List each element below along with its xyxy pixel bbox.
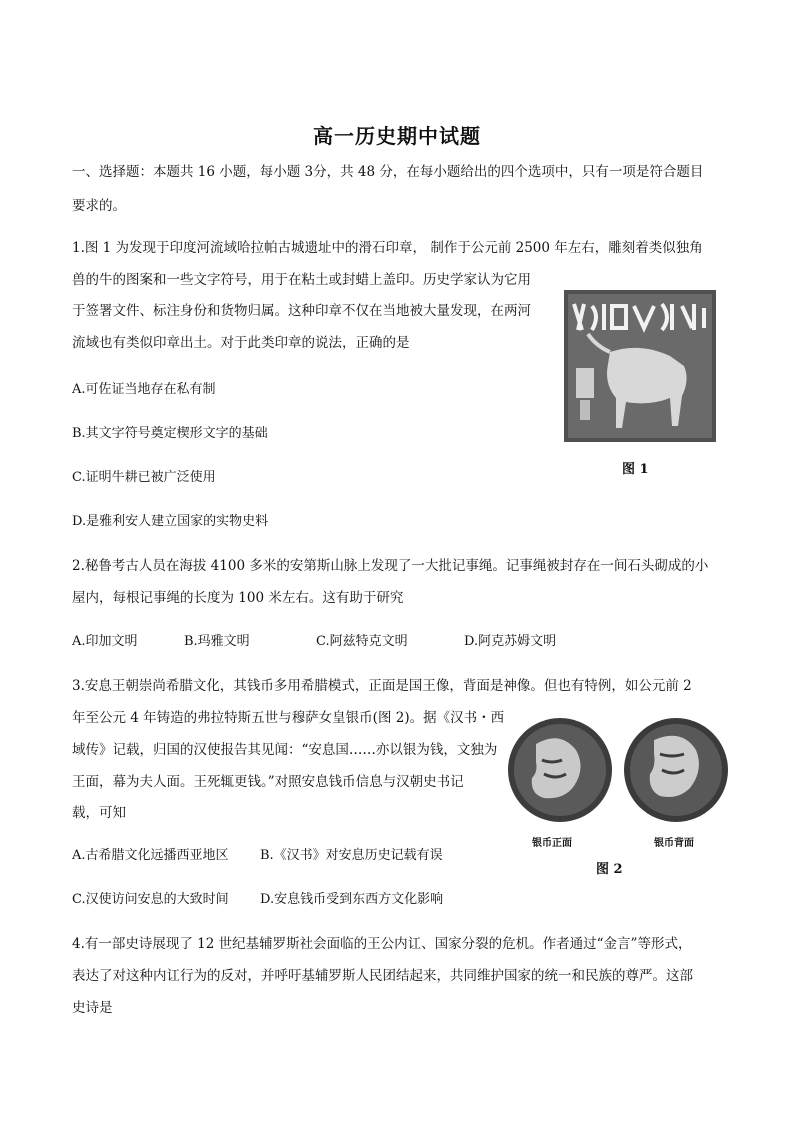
q2-option-d: D.阿克苏姆文明 xyxy=(464,634,557,649)
coin-back-label: 银币背面 xyxy=(654,838,694,849)
q4-line-3: 史诗是 xyxy=(72,1000,113,1016)
q1-option-a: A.可佐证当地存在私有制 xyxy=(72,382,216,397)
q3-option-a: A.古希腊文化远播西亚地区 xyxy=(72,848,229,863)
q2-option-c: C.阿兹特克文明 xyxy=(316,634,408,649)
q1-option-d: D.是雅利安人建立国家的实物史料 xyxy=(72,514,269,529)
q1-line-4: 流域也有类似印章出土。对于此类印章的说法，正确的是 xyxy=(72,335,410,351)
q3-line-4: 王面，幕为夫人面。王死辄更钱。”对照安息钱币信息与汉朝史书记 xyxy=(72,774,464,790)
figure-2-coins-image xyxy=(502,714,734,854)
figure-1-caption: 图 1 xyxy=(622,462,649,477)
page-title: 高一历史期中试题 xyxy=(313,124,481,148)
q3-line-3: 域传》记载，归国的汉使报告其见闻：“安息国……亦以银为钱，文独为 xyxy=(72,742,498,758)
q3-option-b: B.《汉书》对安息历史记载有误 xyxy=(260,848,443,863)
q4-line-2: 表达了对这种内讧行为的反对，并呼吁基辅罗斯人民团结起来，共同维护国家的统一和民族的尊严。这部 xyxy=(72,968,693,984)
q4-line-1: 4.有一部史诗展现了 12 世纪基辅罗斯社会面临的王公内讧、国家分裂的危机。作者通过“金言”等形式， xyxy=(72,936,692,952)
q3-option-d: D.安息钱币受到东西方文化影响 xyxy=(260,892,444,907)
q1-line-3: 于签署文件、标注身份和货物归属。这种印章不仅在当地被大量发现，在两河 xyxy=(72,303,531,319)
q3-option-c: C.汉使访问安息的大致时间 xyxy=(72,892,229,907)
q1-line-1: 1.图 1 为发现于印度河流域哈拉帕古城遗址中的滑石印章， 制作于公元前 2500 年左右，雕刻着类似独角 xyxy=(72,240,703,256)
figure-2-caption: 图 2 xyxy=(596,862,623,877)
q2-line-2: 屋内，每根记事绳的长度为 100 米左右。这有助于研究 xyxy=(72,590,404,606)
coin-front-label: 银币正面 xyxy=(532,838,572,849)
section-instruction-line-2: 要求的。 xyxy=(72,198,126,214)
q1-line-2: 兽的牛的图案和一些文字符号，用于在粘土或封蜡上盖印。历史学家认为它用 xyxy=(72,272,531,288)
figure-1-seal-image xyxy=(564,290,716,442)
q2-option-a: A.印加文明 xyxy=(72,634,138,649)
q2-option-b: B.玛雅文明 xyxy=(184,634,250,649)
q3-line-5: 载，可知 xyxy=(72,805,126,821)
q3-line-1: 3.安息王朝崇尚希腊文化，其钱币多用希腊模式，正面是国王像，背面是神像。但也有特例，如公元前 2 xyxy=(72,678,692,694)
q1-option-b: B.其文字符号奠定楔形文字的基础 xyxy=(72,426,268,441)
q3-line-2: 年至公元 4 年铸造的弗拉特斯五世与穆萨女皇银币(图 2)。据《汉书・西 xyxy=(72,710,505,726)
q1-option-c: C.证明牛耕已被广泛使用 xyxy=(72,470,216,485)
q2-line-1: 2.秘鲁考古人员在海拔 4100 多米的安第斯山脉上发现了一大批记事绳。记事绳被封存在一间石头砌成的小 xyxy=(72,558,709,574)
section-instruction-line-1: 一、选择题：本题共 16 小题，每小题 3分，共 48 分，在每小题给出的四个选项中，只有一项是符合题目 xyxy=(72,164,704,180)
